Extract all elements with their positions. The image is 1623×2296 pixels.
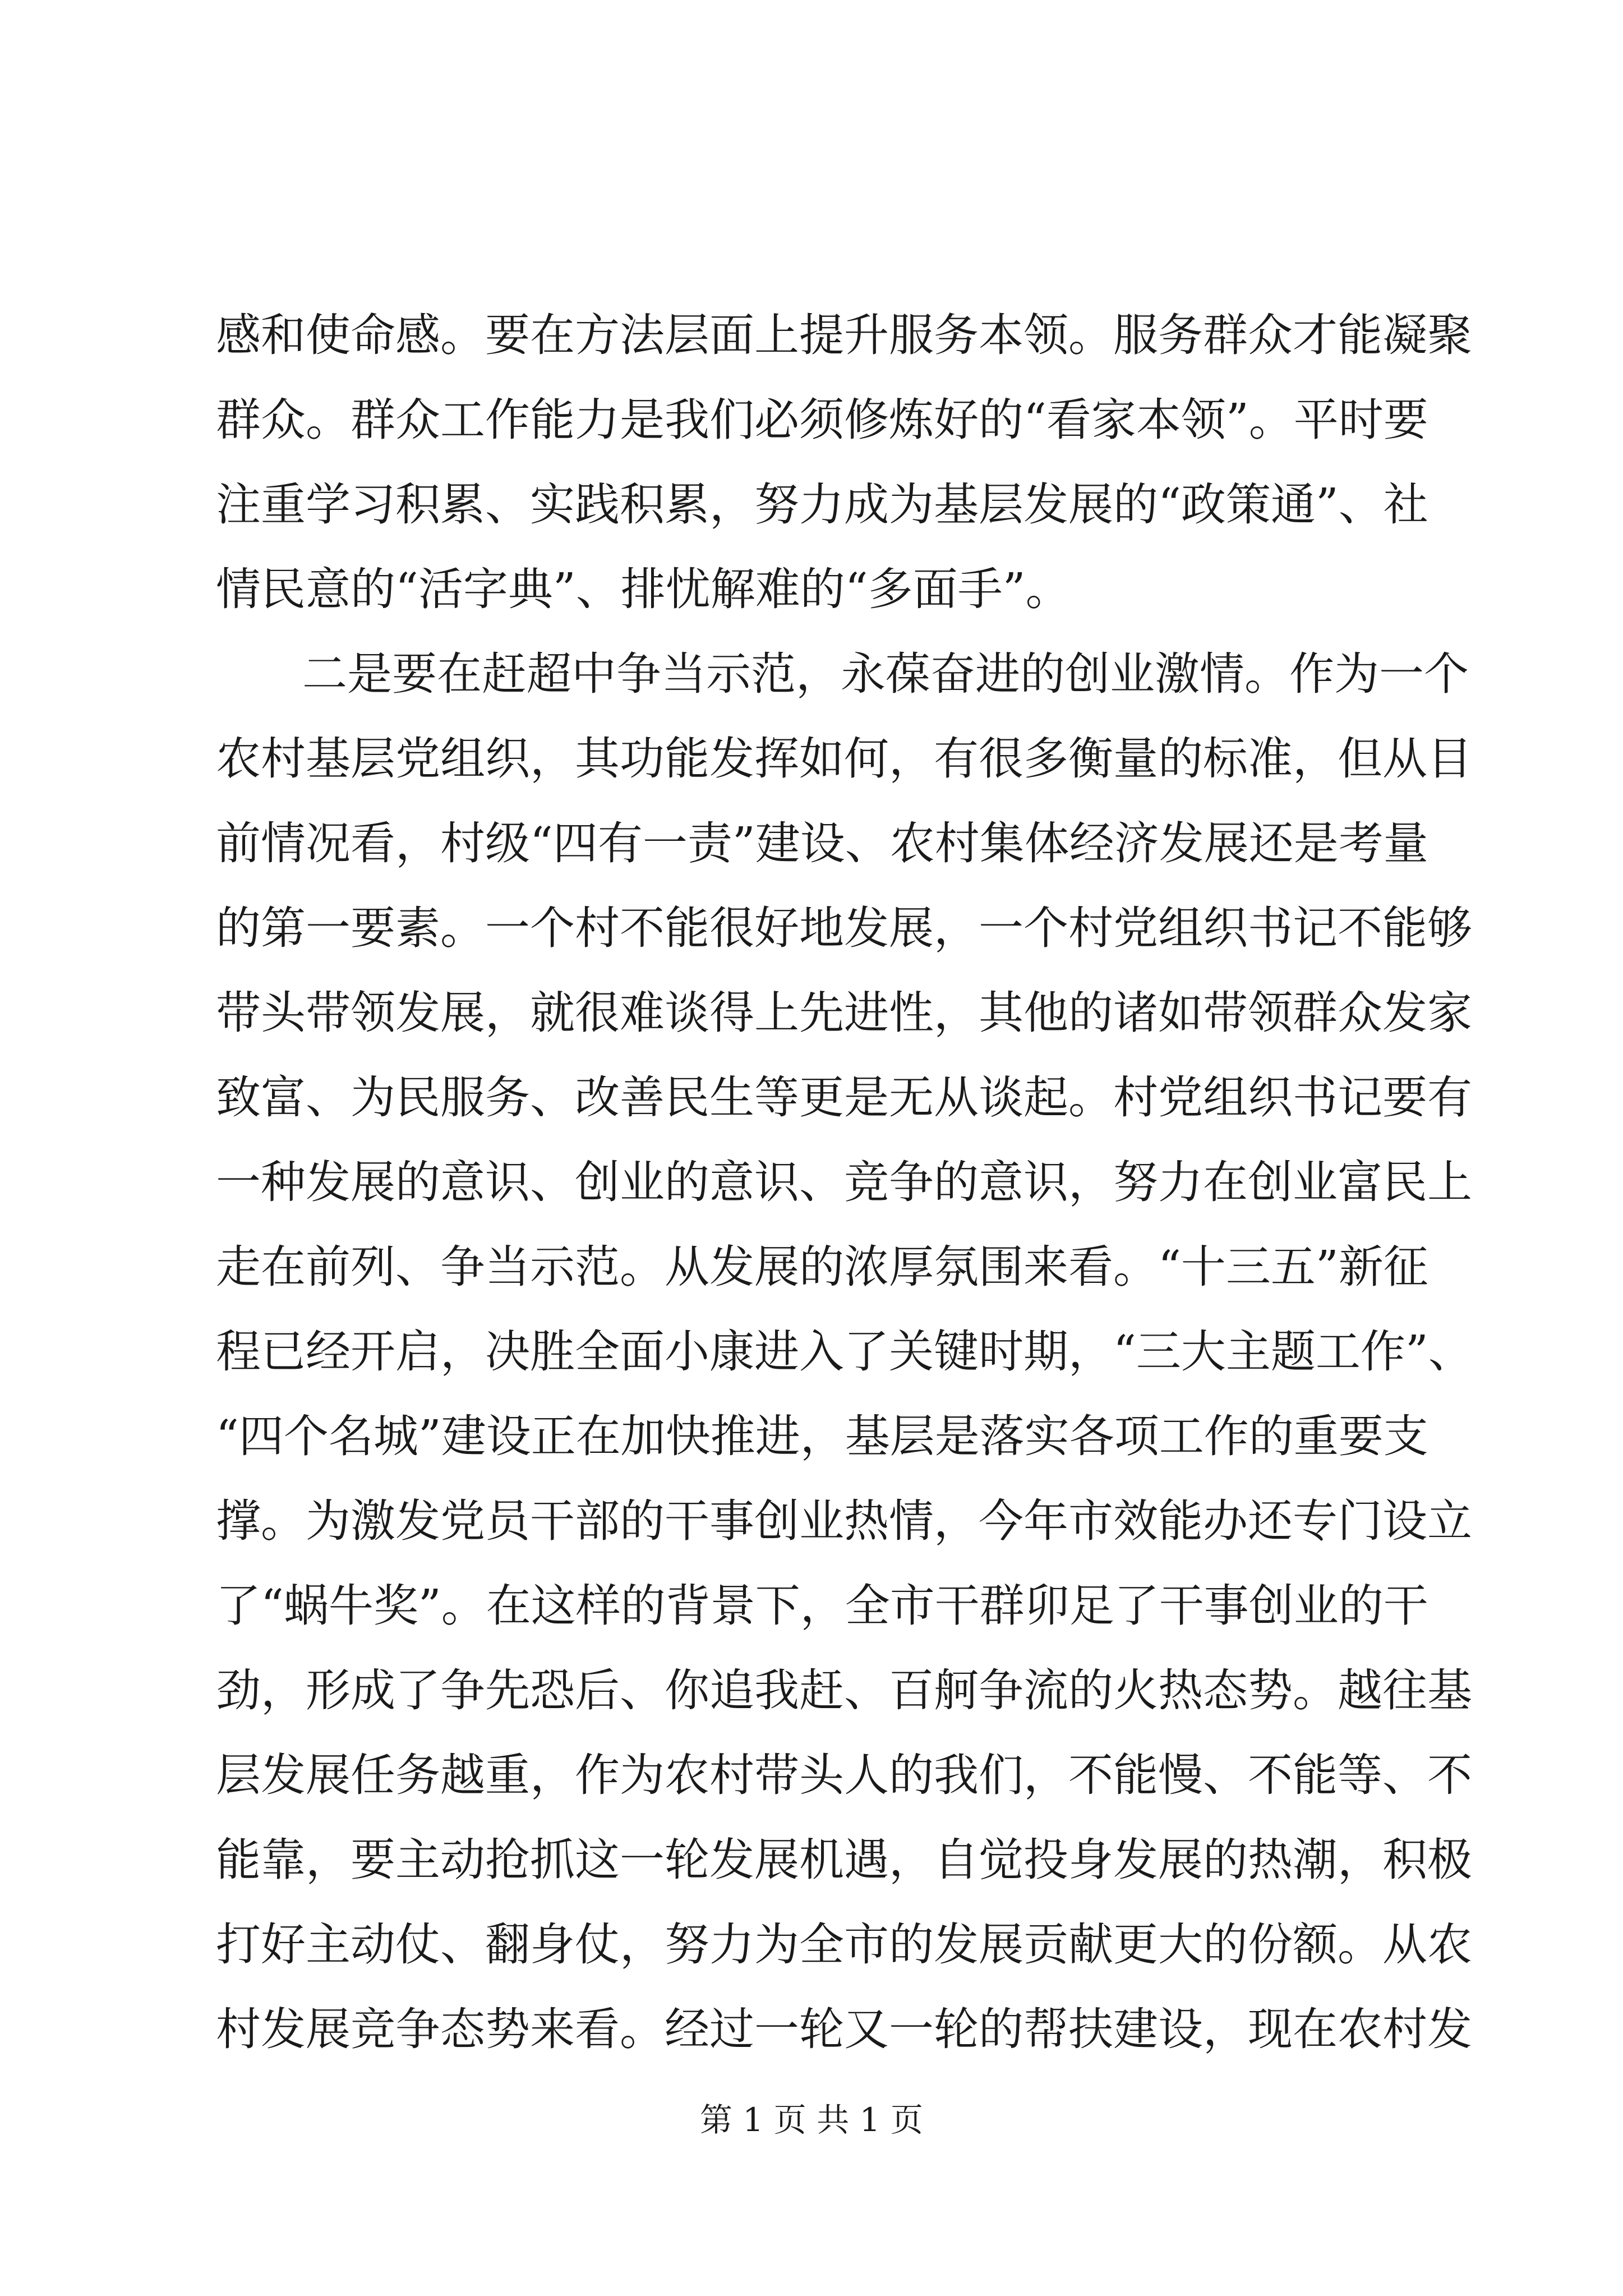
- text-line: 农村基层党组织，其功能发挥如何，有很多衡量的标准，但从目: [216, 733, 1472, 785]
- text-line: 程已经开启，决胜全面小康进入了关键时期，“三大主题工作”、: [216, 1326, 1473, 1378]
- paragraph-first-line: 二是要在赶超中争当示范，永葆奋进的创业激情。作为一个: [302, 648, 1469, 700]
- page-footer: 第 1 页 共 1 页: [700, 2101, 923, 2139]
- text-line: 的第一要素。一个村不能很好地发展，一个村党组织书记不能够: [216, 902, 1472, 954]
- text-line: 带头带领发展，就很难谈得上先进性，其他的诸如带领群众发家: [216, 987, 1472, 1039]
- text-line: 劲，形成了争先恐后、你追我赶、百舸争流的火热态势。越往基: [216, 1664, 1472, 1717]
- text-line: 感和使命感。要在方法层面上提升服务本领。服务群众才能凝聚: [216, 309, 1472, 361]
- text-line: 村发展竞争态势来看。经过一轮又一轮的帮扶建设，现在农村发: [216, 2003, 1472, 2055]
- text-line: 打好主动仗、翻身仗，努力为全市的发展贡献更大的份额。从农: [216, 1918, 1472, 1971]
- text-line: 能靠，要主动抢抓这一轮发展机遇，自觉投身发展的热潮，积极: [216, 1834, 1472, 1886]
- text-line: 一种发展的意识、创业的意识、竞争的意识，努力在创业富民上: [216, 1156, 1472, 1208]
- text-line: 群众。群众工作能力是我们必须修炼好的“看家本领”。平时要: [216, 394, 1428, 446]
- text-line: 了“蜗牛奖”。在这样的背景下，全市干群卯足了干事创业的干: [216, 1580, 1428, 1632]
- text-line: 注重学习积累、实践积累，努力成为基层发展的“政策通”、社: [216, 478, 1428, 531]
- text-line: 层发展任务越重，作为农村带头人的我们，不能慢、不能等、不: [216, 1749, 1472, 1801]
- text-line: 走在前列、争当示范。从发展的浓厚氛围来看。“十三五”新征: [216, 1241, 1428, 1293]
- text-line: 情民意的“活字典”、排忧解难的“多面手”。: [216, 563, 1071, 615]
- text-line: 撑。为激发党员干部的干事创业热情，今年市效能办还专门设立: [216, 1495, 1472, 1547]
- text-line: 致富、为民服务、改善民生等更是无从谈起。村党组织书记要有: [216, 1071, 1472, 1124]
- text-line: “四个名城”建设正在加快推进，基层是落实各项工作的重要支: [216, 1410, 1428, 1462]
- text-line: 前情况看，村级“四有一责”建设、农村集体经济发展还是考量: [216, 817, 1428, 869]
